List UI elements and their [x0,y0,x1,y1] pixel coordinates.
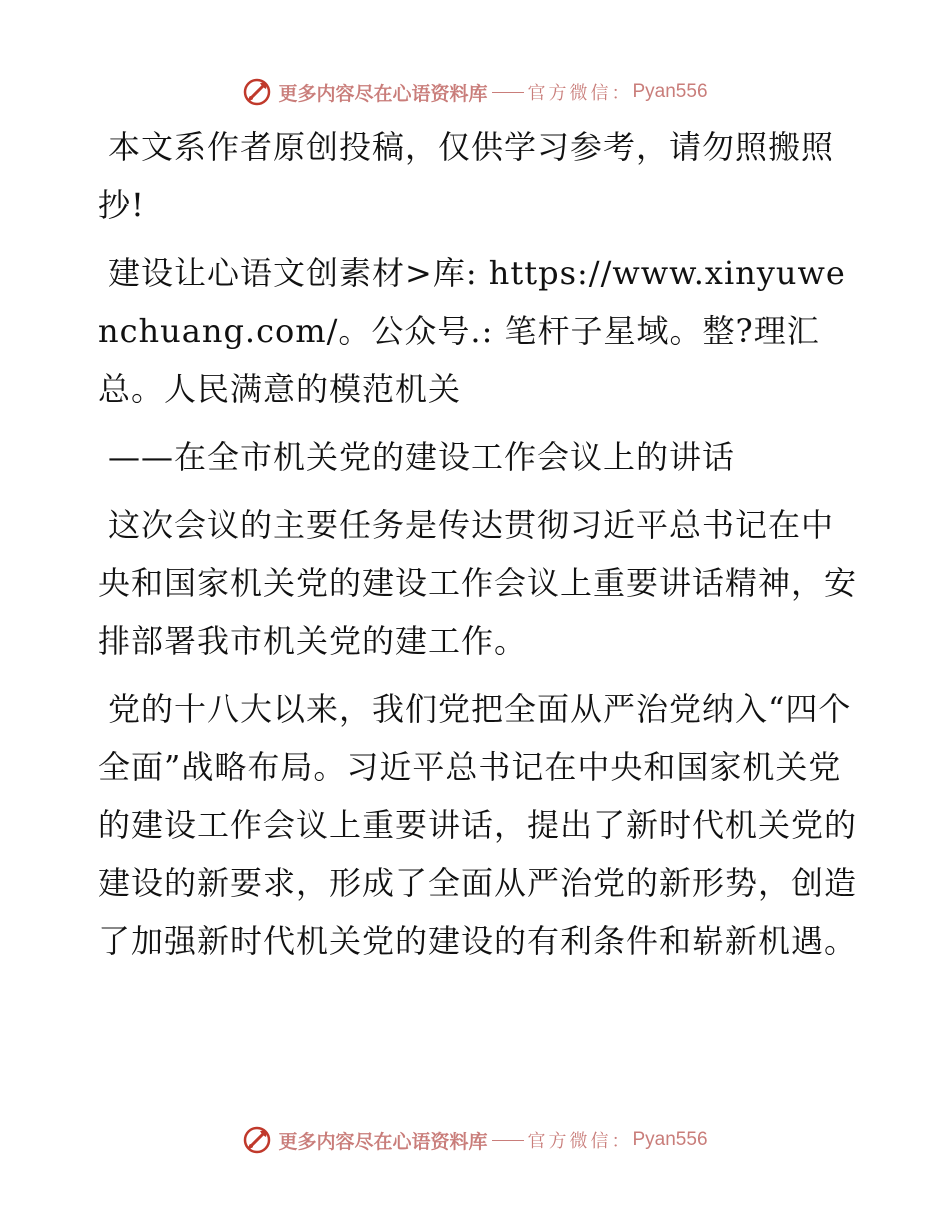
quill-logo-icon [242,77,272,107]
header-banner [0,72,950,112]
banner-dash [492,1140,524,1141]
banner-wechat-id: Pyan556 [632,1129,708,1150]
banner-dash [492,92,524,93]
banner-official-label: 官方微信： [527,1131,633,1152]
banner-wechat-id: Pyan556 [632,81,708,102]
banner-main-text: 更多内容尽在心语资料库 [278,82,488,105]
banner-official-label: 官方微信： [527,83,633,104]
quill-logo-icon [242,1125,272,1155]
body-paragraph: 党的十八大以来，我们党把全面从严治党纳入“四个全面”战略布局。习近平总书记在中央和国家机关党的建设工作会议上重要讲话，提出了新时代机关党的建设的新要求，形成了全面从严治党的新形势，创造了加强新时代机关党的建设的有利条件和崭新机遇。 [98,690,858,960]
subtitle-paragraph: ——在全市机关党的建设工作会议上的讲话 [108,438,736,476]
source-paragraph: 建设让心语文创素材>库: https://www.xinyuwenchuang.com/。公众号.: 笔杆子星域。整?理汇总。人民满意的模范机关 [98,254,846,408]
disclaimer-paragraph: 本文系作者原创投稿，仅供学习参考，请勿照搬照抄! [98,128,835,224]
footer-banner [0,1120,950,1160]
document-body [98,118,858,980]
banner-main-text: 更多内容尽在心语资料库 [278,1130,488,1153]
intro-paragraph: 这次会议的主要任务是传达贯彻习近平总书记在中央和国家机关党的建设工作会议上重要讲话精神，安排部署我市机关党的建工作。 [98,506,858,660]
